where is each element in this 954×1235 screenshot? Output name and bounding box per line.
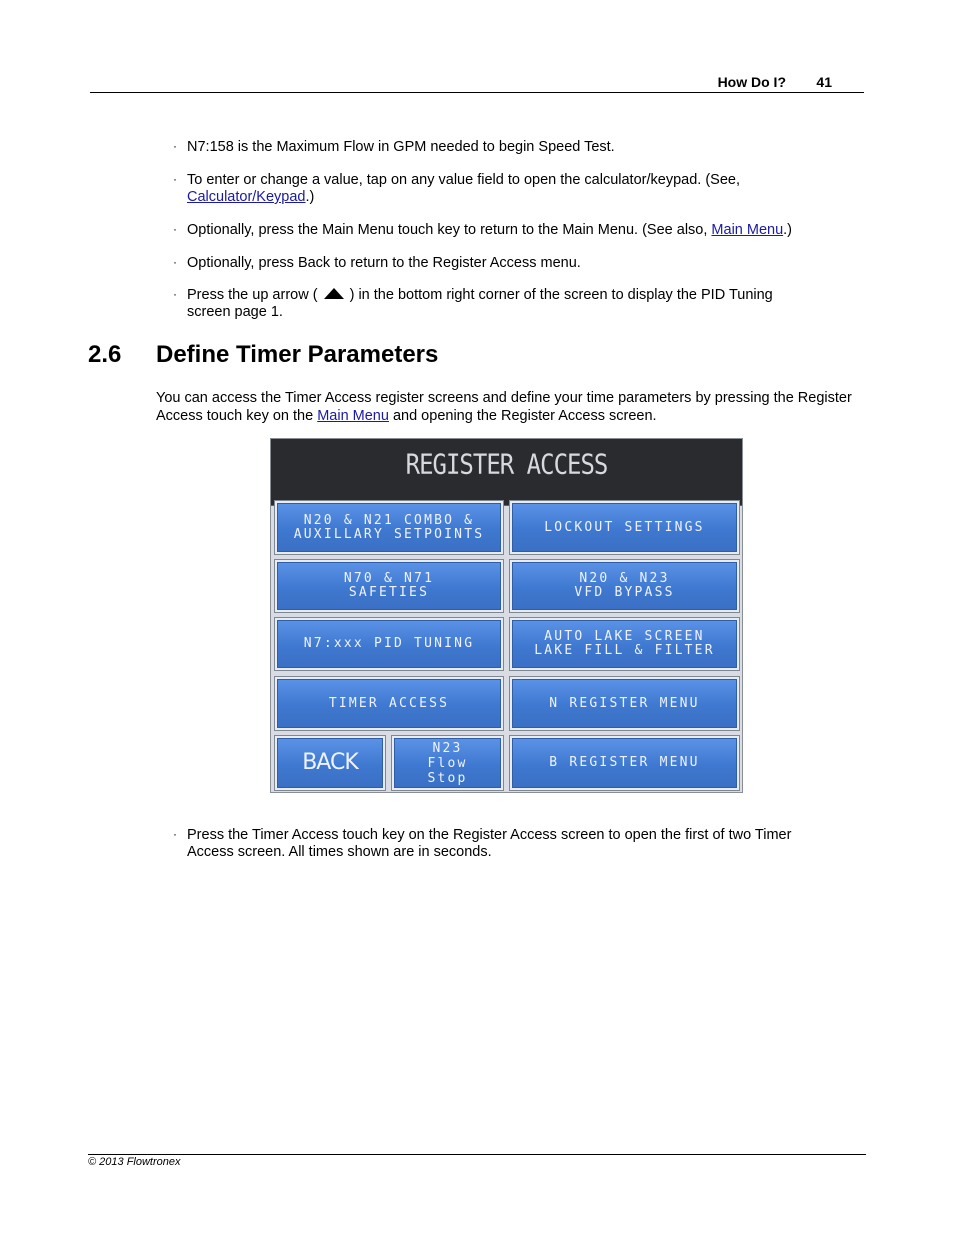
bullet-text: Optionally, press the Main Menu touch key to return to the Main Menu. (See also, [187, 222, 712, 238]
pid-tuning-button[interactable]: N7:xxx PID TUNING [275, 618, 503, 670]
safeties-button[interactable]: N70 & N71 SAFETIES [275, 560, 503, 612]
flow-stop-button[interactable]: N23 Flow Stop [392, 736, 503, 790]
bullet-text: N7:158 is the Maximum Flow in GPM needed to begin Speed Test. [187, 139, 615, 155]
bullet-text: Press the up arrow ( [187, 287, 322, 303]
page-footer [88, 1154, 866, 1168]
section-heading [88, 341, 438, 369]
b-register-menu-button[interactable]: B REGISTER MENU [510, 736, 739, 790]
footer-copyright: © 2013 Flowtronex [88, 1156, 181, 1168]
combo-auxillary-setpoints-button[interactable]: N20 & N21 COMBO & AUXILLARY SETPOINTS [275, 501, 503, 554]
up-arrow-icon [324, 288, 344, 299]
bullet-text: To enter or change a value, tap on any value field to open the calculator/keypad. (See, [187, 172, 740, 188]
timer-access-button[interactable]: TIMER ACCESS [275, 677, 503, 730]
auto-lake-screen-button[interactable]: AUTO LAKE SCREEN LAKE FILL & FILTER [510, 618, 739, 670]
bullet-marker: · [173, 287, 177, 301]
bullet-item [173, 827, 853, 861]
intro-text-after: and opening the Register Access screen. [388, 408, 657, 424]
page-header [90, 72, 864, 93]
bullet-item [173, 222, 853, 239]
register-access-screenshot [270, 438, 743, 793]
bullet-item [173, 255, 853, 272]
bullet-item [173, 139, 853, 156]
intro-paragraph [156, 389, 856, 425]
header-page-number: 41 [816, 74, 832, 90]
lockout-settings-button[interactable]: LOCKOUT SETTINGS [510, 501, 739, 554]
bullet-marker: · [173, 172, 177, 186]
bullet-text-after: .) [783, 222, 793, 238]
bullet-text-line2: screen page 1. [187, 304, 283, 320]
bullet-text: Optionally, press Back to return to the Register Access menu. [187, 255, 581, 271]
bullet-text-after: ) in the bottom right corner of the screen to display the PID Tuning [345, 287, 773, 303]
calculator-keypad-link[interactable]: Calculator/Keypad [187, 189, 306, 205]
vfd-bypass-button[interactable]: N20 & N23 VFD BYPASS [510, 560, 739, 612]
bullet-text-after: .) [305, 189, 315, 205]
main-menu-link[interactable]: Main Menu [317, 408, 389, 424]
back-button[interactable]: BACK [275, 736, 385, 790]
bullet-item [173, 172, 853, 206]
bullet-item [173, 287, 853, 321]
section-title: Define Timer Parameters [156, 341, 439, 368]
bullet-marker: · [173, 255, 177, 269]
bullet-marker: · [173, 222, 177, 236]
bullet-marker: · [173, 139, 177, 153]
main-menu-link[interactable]: Main Menu [711, 222, 784, 238]
n-register-menu-button[interactable]: N REGISTER MENU [510, 677, 739, 730]
section-number: 2.6 [88, 341, 122, 368]
bullet-marker: · [173, 827, 177, 841]
register-access-title: REGISTER ACCESS [271, 439, 742, 506]
bullet-text: Press the Timer Access touch key on the Register Access screen to open the first of two Timer [187, 827, 792, 843]
header-section-title: How Do I? [717, 74, 786, 90]
intro-text: You can access the Timer Access register screens and define your time parameters by pressing the Register Access touch key on the [156, 390, 852, 424]
bullet-text-line2: Access screen. All times shown are in seconds. [187, 844, 492, 860]
